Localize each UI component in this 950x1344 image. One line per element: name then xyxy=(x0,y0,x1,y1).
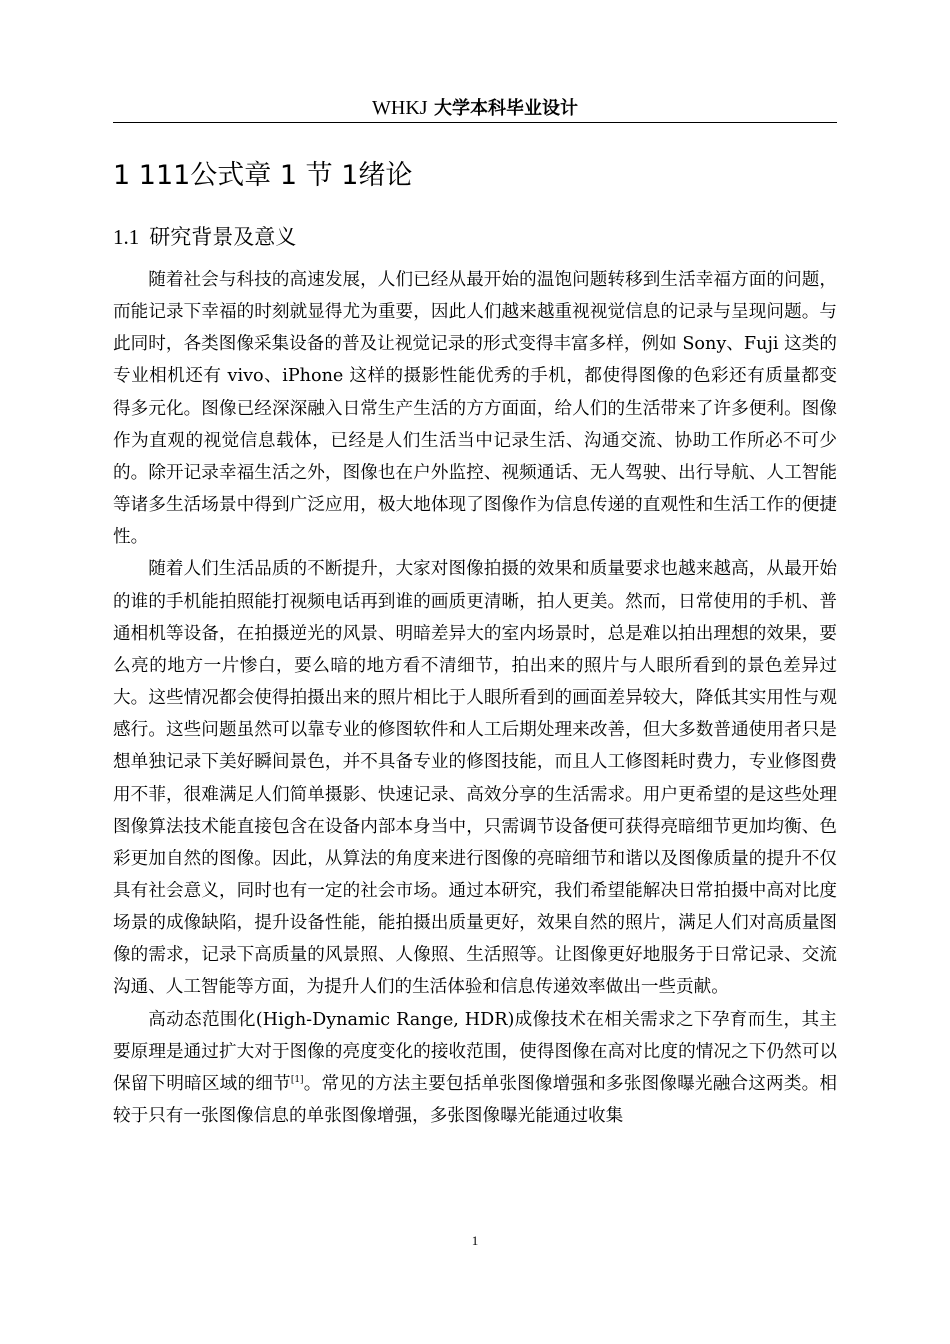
section-heading xyxy=(113,220,296,254)
body-text xyxy=(113,264,837,1132)
paragraph-2: 随着人们生活品质的不断提升，大家对图像拍摄的效果和质量要求也越来越高，从最开始的谁的手机能拍照能打视频电话再到谁的画质更清晰，拍人更美。然而，日常使用的手机、普通相机等设备，在拍摄逆光的风景、明暗差异大的室内场景时，总是难以拍出理想的效果，要么亮的地方一片惨白，要么暗的地方看不清细节，拍出来的照片与人眼所看到的景色差异过大。这些情况都会使得拍摄出来的照片相比于人眼所看到的画面差异较大，降低其实用性与观感行。这些问题虽然可以靠专业的修图软件和人工后期处理来改善，但大多数普通使用者只是想单独记录下美好瞬间景色，并不具备专业的修图技能，而且人工修图耗时费力，专业修图费用不菲，很难满足人们简单摄影、快速记录、高效分享的生活需求。用户更希望的是这些处理图像算法技术能直接包含在设备内部本身当中，只需调节设备便可获得亮暗细节更加均衡、色彩更加自然的图像。因此，从算法的角度来进行图像的亮暗细节和谐以及图像质量的提升不仅具有社会意义，同时也有一定的社会市场。通过本研究，我们希望能解决日常拍摄中高对比度场景的成像缺陷，提升设备性能，能拍摄出质量更好，效果自然的照片，满足人们对高质量图像的需求，记录下高质量的风景照、人像照、生活照等。让图像更好地服务于日常记录、交流沟通、人工智能等方面，为提升人们的生活体验和信息传递效率做出一些贡献。 xyxy=(113,559,837,998)
paragraph-3-text-after: 。常见的方法主要包括单张图像增强和多张图像曝光融合这两类。相较于只有一张图像信息的单张图像增强，多张图像曝光能通过收集 xyxy=(113,1073,837,1127)
paragraph-1: 随着社会与科技的高速发展，人们已经从最开始的温饱问题转移到生活幸福方面的问题，而能记录下幸福的时刻就显得尤为重要，因此人们越来越重视视觉信息的记录与呈现问题。与此同时，各类图像采集设备的普及让视觉记录的形式变得丰富多样，例如 Sony、Fuji 这类的专业相机还有 vivo、iPhone 这样的摄影性能优秀的手机，都使得图像的色彩还有质量都变得多元化。图像已经深深融入日常生产生活的方方面面，给人们的生活带来了许多便利。图像作为直观的视觉信息载体，已经是人们生活当中记录生活、沟通交流、协助工作所必不可少的。除开记录幸福生活之外，图像也在户外监控、视频通话、无人驾驶、出行导航、人工智能等诸多生活场景中得到广泛应用，极大地体现了图像作为信息传递的直观性和生活工作的便捷性。 xyxy=(113,270,837,548)
paragraph-3-text-before: 高动态范围化(High-Dynamic Range, HDR)成像技术在相关需求之下孕育而生，其主要原理是通过扩大对于图像的亮度变化的接收范围，使得图像在高对比度的情况之下仍然可以保留下明暗区域的细节 xyxy=(113,1009,837,1094)
running-header xyxy=(113,92,837,123)
section-title: 研究背景及意义 xyxy=(149,225,297,249)
header-document-type: 大学本科毕业设计 xyxy=(433,98,578,119)
chapter-title: 1 111公式章 1 节 1绪论 xyxy=(113,160,413,191)
header-institution-code: WHKJ xyxy=(372,97,428,119)
paragraph-3 xyxy=(113,1004,837,1133)
page-number: 1 xyxy=(471,1233,479,1248)
citation-reference[interactable]: [1] xyxy=(290,1074,304,1085)
section-number: 1.1 xyxy=(113,225,140,249)
